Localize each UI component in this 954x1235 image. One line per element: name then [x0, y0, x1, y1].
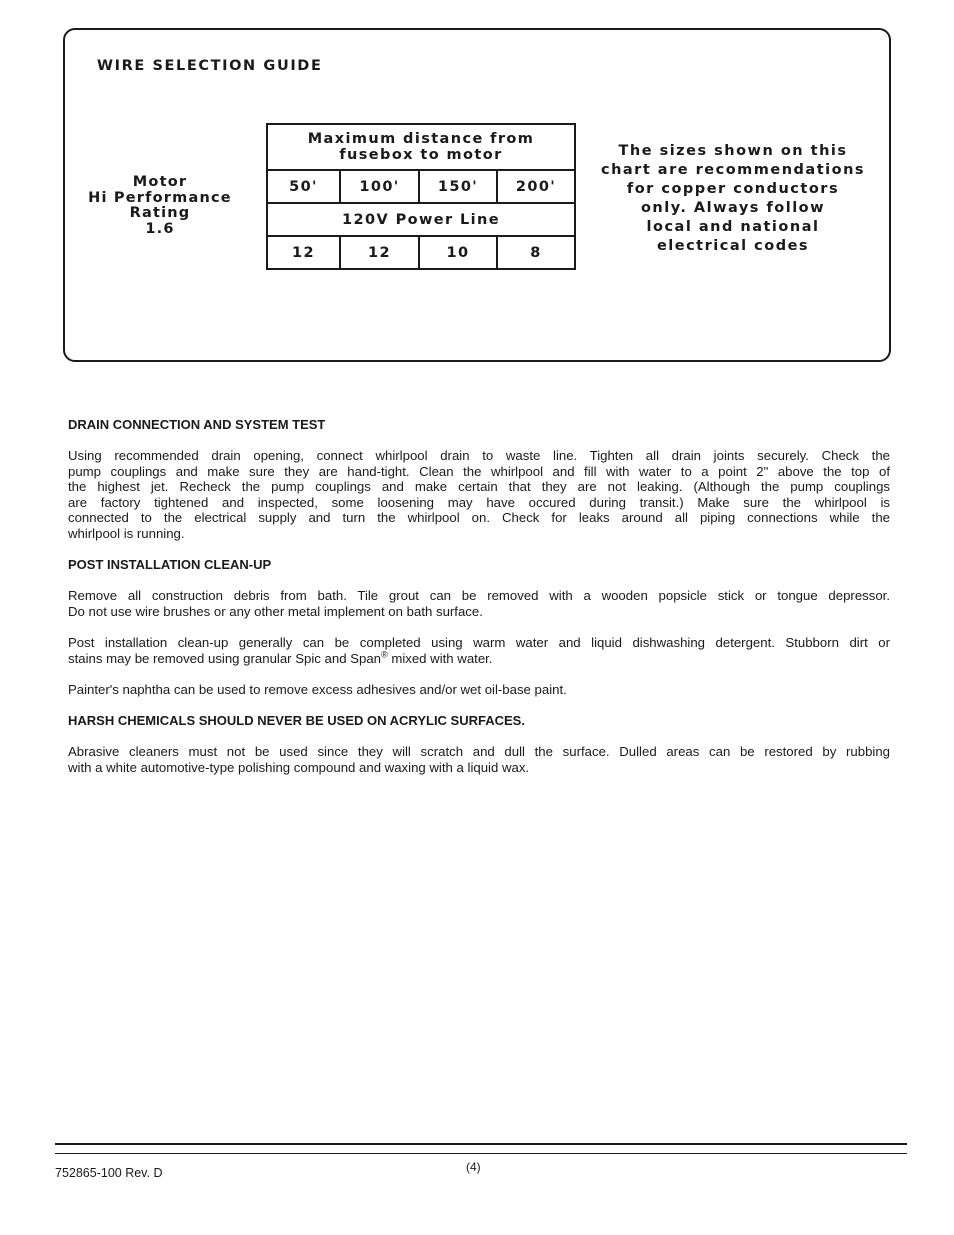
gauge-cell: 10 — [419, 236, 497, 269]
document-number: 752865-100 Rev. D — [55, 1166, 163, 1180]
footer-rule-thin — [55, 1153, 907, 1154]
table-header-line: Maximum distance from — [307, 131, 535, 147]
note-line: electrical codes — [656, 238, 810, 254]
harsh-chemicals-heading: HARSH CHEMICALS SHOULD NEVER BE USED ON ACRYLIC SURFACES. — [68, 713, 525, 728]
copper-conductor-note — [598, 142, 868, 256]
paragraph-text: stains may be removed using granular Spic and Span — [68, 650, 382, 666]
motor-label-line: Motor — [132, 174, 188, 190]
motor-label-line: 1.6 — [145, 220, 175, 237]
note-line: chart are recommendations — [600, 162, 866, 178]
wire-gauge-table — [266, 123, 576, 270]
note-line: for copper conductors — [626, 181, 840, 197]
paragraph-line: with a white automotive-type polishing compound and waxing with a liquid wax. — [68, 759, 530, 775]
paragraph-line: Abrasive cleaners must not be used since they will scratch and dull the surface. Dulled areas can be restored by rubbing — [68, 744, 890, 759]
table-header-line: fusebox to motor — [339, 147, 503, 163]
paragraph-line: whirlpool is running. — [68, 525, 185, 541]
table-header-cell — [267, 124, 575, 170]
cleanup-paragraph-3 — [68, 682, 890, 698]
distance-cell: 50' — [267, 170, 340, 203]
abrasive-cleaners-paragraph — [68, 744, 890, 775]
note-line: local and national — [646, 219, 820, 235]
registered-mark: ® — [381, 649, 388, 660]
drain-paragraph — [68, 448, 890, 542]
paragraph-line: Post installation clean-up generally can be completed using warm water and liquid dishwashing detergent. Stubborn dirt or — [68, 635, 890, 650]
paragraph-text: mixed with water. — [387, 650, 493, 666]
note-line: only. Always follow — [640, 200, 826, 216]
cleanup-paragraph-1 — [68, 588, 890, 619]
paragraph-line: are factory tightened and inspected, some loosening may have occured during transit.) Make sure the whirlpool is — [68, 494, 890, 510]
motor-label-line: Rating — [129, 205, 191, 221]
paragraph-line: pump couplings and make sure they are hand-tight. Clean the whirlpool and fill with water to a point 2" above the top of — [68, 463, 890, 479]
paragraph-line: the highest jet. Recheck the pump couplings and make certain that they are not leaking. (Although the pump couplings — [68, 479, 890, 495]
paragraph-line: Do not use wire brushes or any other metal implement on bath surface. — [68, 603, 483, 619]
cleanup-paragraph-2 — [68, 635, 890, 666]
distance-cell: 200' — [497, 170, 575, 203]
paragraph-line: connected to the electrical supply and turn the whirlpool on. Check for leaks around all piping connections while the — [68, 510, 890, 526]
page-number: (4) — [466, 1160, 481, 1174]
paragraph-line: Remove all construction debris from bath. Tile grout can be removed with a wooden popsicle stick or tongue depressor. — [68, 588, 890, 603]
gauge-cell: 12 — [267, 236, 340, 269]
wire-guide-title: WIRE SELECTION GUIDE — [97, 58, 323, 74]
paragraph-line: Painter's naphtha can be used to remove excess adhesives and/or wet oil-base paint. — [68, 682, 567, 697]
paragraph-line: Using recommended drain opening, connect whirlpool drain to waste line. Tighten all drain joints securely. Check the — [68, 448, 890, 463]
motor-label-line: Hi Performance — [88, 189, 232, 206]
gauge-cell: 8 — [497, 236, 575, 269]
gauge-cell: 12 — [340, 236, 419, 269]
paragraph-line — [68, 651, 890, 667]
motor-rating-label — [80, 175, 240, 237]
note-line: The sizes shown on this — [618, 143, 848, 159]
cleanup-section-heading: POST INSTALLATION CLEAN-UP — [68, 557, 272, 572]
footer-rule-thick — [55, 1143, 907, 1145]
power-line-cell: 120V Power Line — [267, 203, 575, 236]
drain-section-heading: DRAIN CONNECTION AND SYSTEM TEST — [68, 417, 326, 432]
distance-cell: 150' — [419, 170, 497, 203]
distance-cell: 100' — [340, 170, 419, 203]
